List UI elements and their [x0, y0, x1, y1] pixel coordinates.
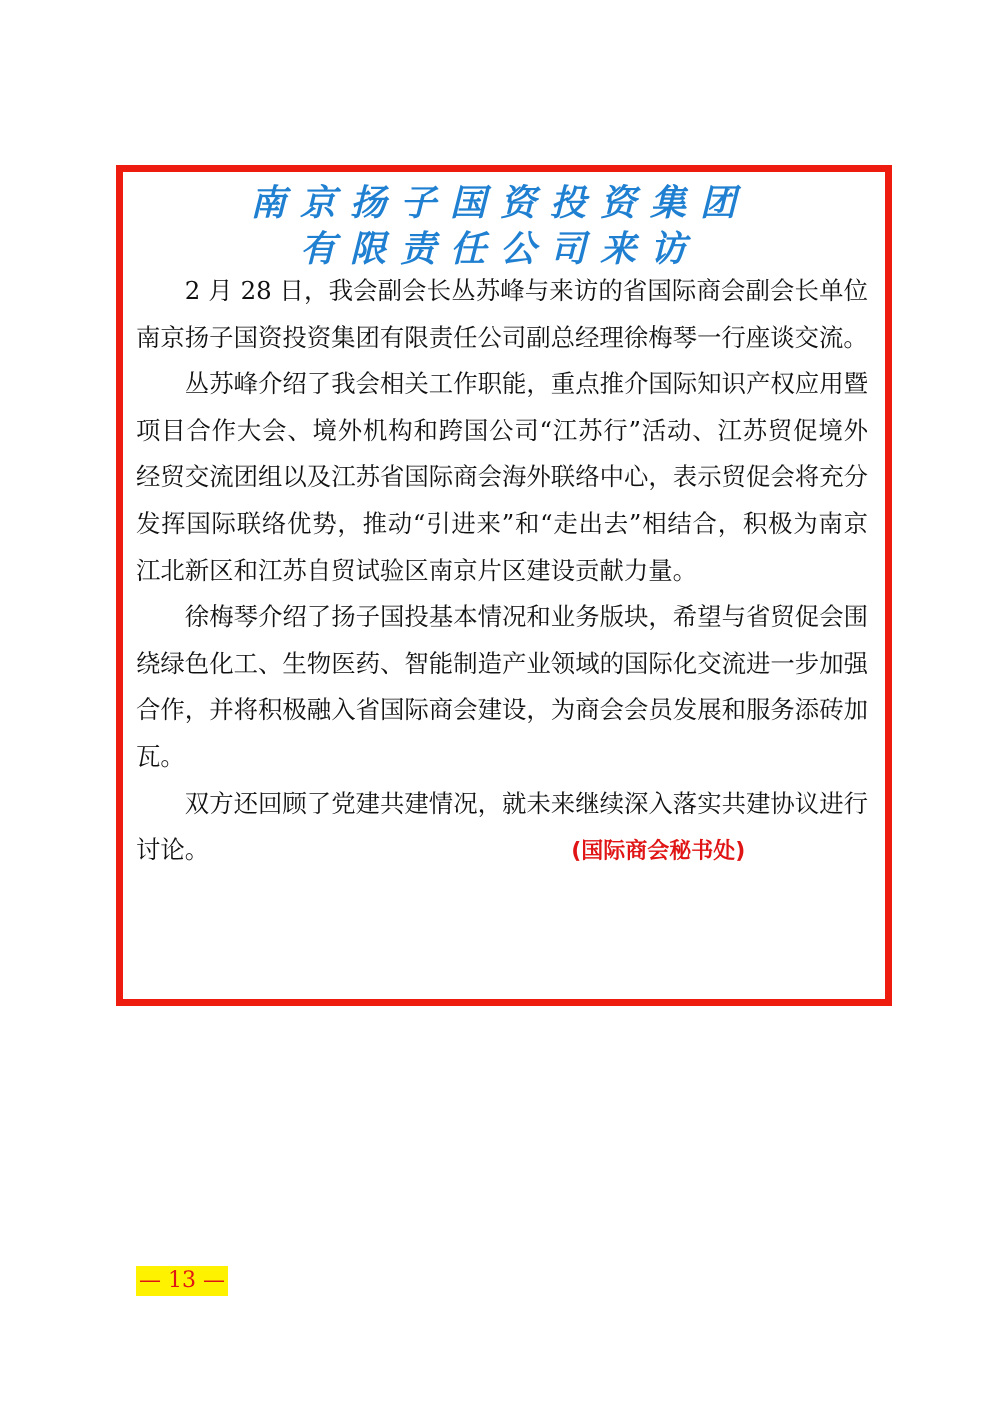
article-title	[0, 180, 1000, 272]
paragraph-3: 徐梅琴介绍了扬子国投基本情况和业务版块，希望与省贸促会围绕绿色化工、生物医药、智能制造产业领域的国际化交流进一步加强合作，并将积极融入省国际商会建设，为商会会员发展和服务添砖加瓦。	[136, 602, 868, 771]
paragraph-4	[136, 781, 868, 876]
paragraph-4-text: 双方还回顾了党建共建情况，就未来继续深入落实共建协议进行讨论。	[136, 788, 868, 865]
page-number: — 13 —	[136, 1266, 228, 1296]
article-title-line-1: 南京扬子国资投资集团	[249, 182, 750, 224]
article-title-line-2: 有限责任公司来访	[299, 228, 700, 270]
paragraph-2: 丛苏峰介绍了我会相关工作职能，重点推介国际知识产权应用暨项目合作大会、境外机构和跨国公司“江苏行”活动、江苏贸促境外经贸交流团组以及江苏省国际商会海外联络中心，表示贸促会将充分发挥国际联络优势，推动“引进来”和“走出去”相结合，积极为南京江北新区和江苏自贸试验区南京片区建设贡献力量。	[136, 369, 868, 585]
article-body	[136, 268, 868, 876]
paragraph-1: 2 月 28 日，我会副会长丛苏峰与来访的省国际商会副会长单位南京扬子国资投资集团有限责任公司副总经理徐梅琴一行座谈交流。	[136, 276, 868, 352]
signature: (国际商会秘书处)	[571, 839, 746, 865]
